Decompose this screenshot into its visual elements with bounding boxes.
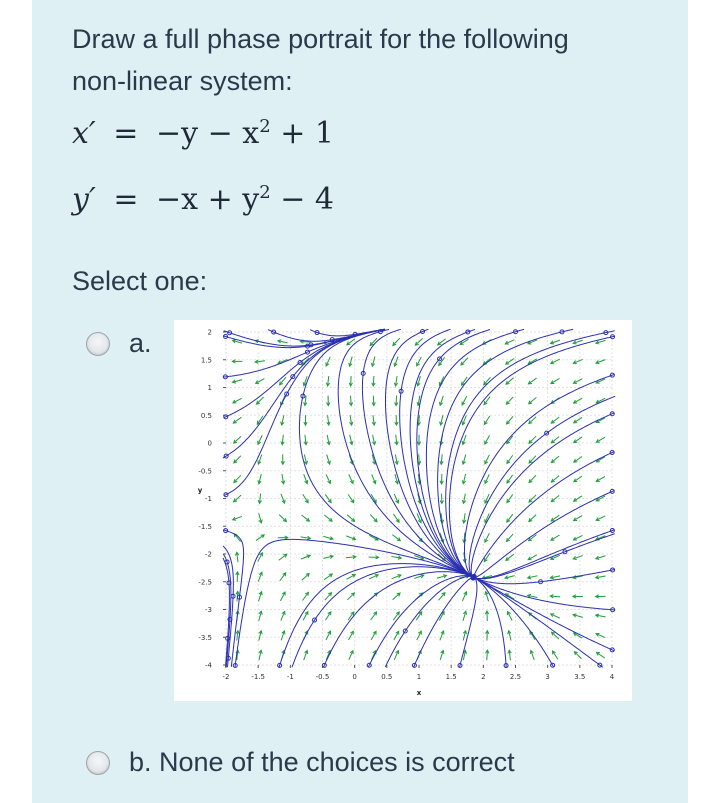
y-tick-label: 1.5 (200, 356, 212, 365)
trajectory (419, 330, 490, 410)
direction-arrow (325, 593, 332, 600)
y-axis-label: y (197, 486, 203, 495)
option-a-label[interactable]: a. (129, 328, 152, 358)
trajectory (438, 335, 551, 578)
y-tick-label: -3.5 (198, 633, 212, 642)
equation-x-prime: $x' = -y - x^2 + 1$ (72, 116, 334, 151)
direction-arrow (370, 514, 377, 521)
trajectory (299, 329, 385, 498)
x-tick-label: -2 (222, 673, 230, 681)
option-a[interactable] (86, 328, 152, 359)
direction-arrow (461, 358, 468, 365)
x-tick-label: 2 (481, 673, 486, 681)
y-tick-label: -1.5 (198, 522, 212, 531)
question-line-1: Draw a full phase portrait for the following (72, 24, 569, 54)
trajectory (473, 577, 609, 649)
trajectory (473, 532, 609, 579)
x-tick-label: -0.5 (315, 673, 330, 681)
eq1-rhs-b: + 1 (280, 116, 334, 151)
eq1-exp: 2 (259, 116, 271, 137)
trajectory (473, 493, 609, 578)
trajectory (229, 329, 385, 376)
direction-arrow (234, 475, 241, 482)
select-one-label: Select one: (72, 266, 208, 296)
trajectory (465, 376, 609, 577)
direction-arrow (347, 593, 354, 600)
direction-arrow (506, 397, 513, 404)
x-tick-label: -1 (286, 673, 294, 681)
question-text (72, 18, 652, 102)
x-tick-label: 1 (416, 673, 422, 681)
direction-arrow (529, 475, 536, 482)
x-tick-label: 0 (352, 673, 357, 681)
y-tick-label: 2 (207, 328, 212, 337)
y-tick-label: 0.5 (200, 411, 212, 420)
trajectory (281, 564, 475, 663)
direction-arrow (529, 515, 536, 522)
trajectory (338, 335, 474, 578)
y-tick-label: -2 (205, 550, 212, 559)
equation-y-prime: $y' = -x + y^2 - 4$ (72, 182, 334, 217)
x-tick-label: -1.5 (251, 673, 266, 681)
x-axis-label: x (416, 689, 422, 697)
eq2-lhs: y′ (72, 182, 96, 217)
option-b-label[interactable]: b. None of the choices is correct (129, 747, 515, 777)
option-a-radio[interactable] (86, 332, 110, 356)
direction-arrow (507, 534, 514, 541)
y-tick-label: 0 (207, 439, 212, 448)
trajectory (473, 454, 608, 577)
trajectory (416, 577, 474, 662)
trajectory (235, 662, 236, 668)
option-b[interactable] (86, 747, 515, 778)
option-b-radio[interactable] (86, 751, 110, 775)
trajectory (371, 576, 474, 663)
y-tick-label: -3 (205, 606, 212, 614)
trajectory (400, 329, 451, 471)
y-tick-label: -0.5 (198, 467, 212, 476)
eq1-lhs: x′ (72, 116, 96, 151)
eq2-rhs-b: − 4 (280, 182, 334, 217)
eq1-rhs-a: −y − x (155, 116, 260, 151)
trajectory (386, 335, 475, 578)
x-tick-label: 2.5 (509, 673, 522, 681)
x-tick-label: 3.5 (574, 673, 586, 681)
x-tick-label: 1.5 (445, 673, 457, 681)
direction-arrow (234, 456, 241, 463)
y-tick-label: 1 (207, 384, 212, 392)
direction-arrow (529, 456, 536, 463)
y-tick-label: -1 (205, 495, 212, 503)
x-tick-label: 4 (609, 673, 615, 681)
eq2-exp: 2 (259, 182, 271, 203)
direction-arrow (574, 652, 581, 659)
direction-arrow (393, 593, 400, 600)
trajectory (473, 577, 506, 662)
trajectory (385, 598, 432, 667)
trajectory (292, 582, 355, 667)
phase-portrait-plot (174, 320, 632, 701)
x-tick-label: 3 (545, 673, 550, 681)
direction-arrow (234, 436, 241, 443)
direction-arrow (279, 515, 286, 522)
trajectory (426, 335, 505, 578)
direction-arrow (552, 632, 559, 639)
y-tick-label: -2.5 (198, 578, 212, 587)
eq2-rhs-a: −x + y (156, 182, 260, 217)
x-tick-label: 0.5 (381, 673, 393, 681)
direction-arrow (302, 573, 309, 580)
y-tick-label: -4 (205, 661, 212, 670)
direction-arrow (393, 338, 400, 345)
direction-arrow (347, 515, 354, 522)
question-line-2: non-linear system: (72, 66, 293, 96)
phase-portrait-svg (174, 320, 632, 701)
